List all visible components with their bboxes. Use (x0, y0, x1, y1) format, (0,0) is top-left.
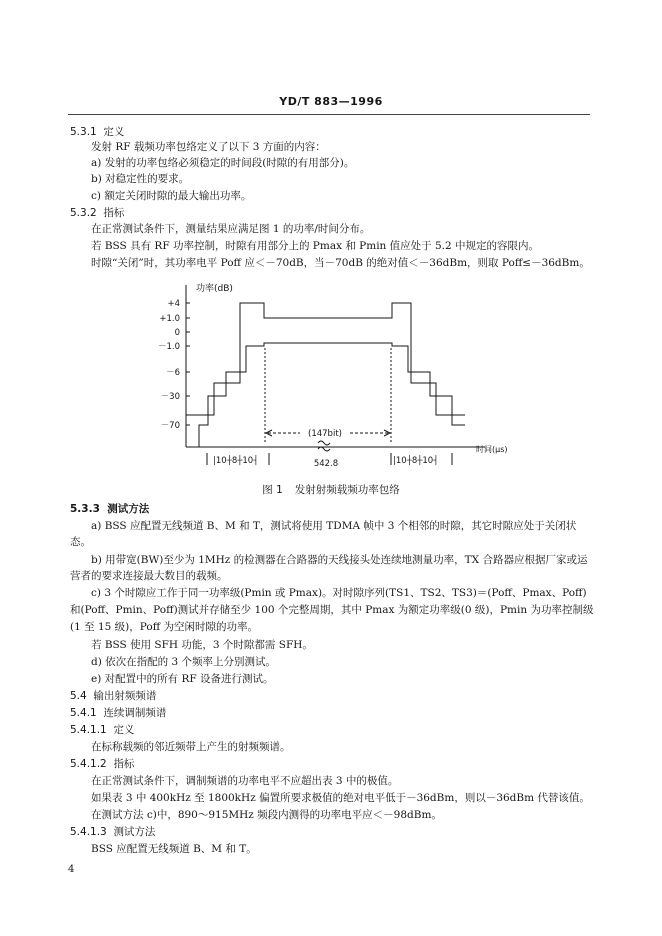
section-number: 5.3.3 (70, 503, 100, 515)
dimension-value: 10 (242, 456, 254, 466)
list-item: b) 对稳定性的要求。 (91, 173, 190, 185)
section-number: 5.3.2 (70, 207, 97, 219)
dimension-value: 10 (422, 456, 434, 466)
page-number: 4 (68, 864, 75, 875)
section-title: 输出射频频谱 (93, 690, 157, 702)
dimension-value: 10 (215, 456, 227, 466)
figure-number: 图 1 (262, 484, 283, 496)
section-5-4-heading (70, 689, 156, 703)
list-item: a) 发射的功率包络必须稳定的时间段(时隙的有用部分)。 (91, 157, 355, 169)
section-5-4-1-3-heading (70, 825, 155, 839)
list-item: c) 额定关闭时隙的最大输出功率。 (91, 190, 252, 202)
y-tick-label: －1.0 (157, 342, 180, 352)
y-tick-label: －30 (160, 392, 180, 402)
section-5-4-1-2-heading (70, 757, 134, 771)
figure-caption (0, 482, 662, 497)
dimension-value: 8 (231, 456, 238, 466)
section-number: 5.4 (70, 690, 87, 702)
y-tick-label: +1.0 (159, 314, 180, 324)
section-title: 指标 (103, 207, 125, 219)
section-number: 5.4.1 (70, 707, 97, 719)
section-number: 5.4.1.3 (70, 826, 107, 838)
section-title: 定义 (113, 724, 135, 736)
paragraph: 在标称载频的邻近频带上产生的射频频谱。 (91, 741, 291, 753)
y-axis-label: 功率(dB) (196, 284, 233, 294)
upper-envelope-line (186, 303, 465, 415)
section-5-4-1-1-heading (70, 723, 134, 737)
list-item: e) 对配置中的所有 RF 设备进行测试。 (91, 673, 274, 685)
section-title: 定义 (103, 126, 125, 138)
section-title: 测试方法 (107, 503, 150, 515)
paragraph: 在正常测试条件下，调制频谱的功率电平不应超出表 3 中的极值。 (91, 775, 399, 787)
y-tick-label: +4 (167, 299, 180, 309)
span-label: (147bit) (308, 429, 342, 439)
section-number: 5.3.1 (70, 126, 97, 138)
paragraph: 发射 RF 载频功率包络定义了以下 3 方面的内容： (91, 141, 326, 153)
section-5-3-3-heading (70, 502, 149, 516)
section-title: 测试方法 (113, 826, 156, 838)
section-title: 指标 (113, 758, 135, 770)
section-number: 5.4.1.2 (70, 758, 107, 770)
paragraph: 在正常测试条件下，测量结果应满足图 1 的功率/时间分布。 (91, 223, 371, 235)
y-tick-label: 0 (174, 328, 180, 338)
section-title: 连续调制频谱 (103, 707, 167, 719)
document-code-header: YD/T 883—1996 (279, 95, 383, 108)
list-item: b) 用带宽(BW)至少为 1MHz 的检测器在合路器的天线接头处连续地测量功率，TX 合路器应根据厂家或运营者的要求连接最大数目的载频。 (70, 554, 588, 582)
dimension-value: 8 (411, 456, 418, 466)
dimension-label: |10┼8┼10┤ (213, 456, 259, 466)
paragraph: 若 BSS 具有 RF 功率控制，时隙有用部分上的 Pmax 和 Pmin 值应处于 5.2 中规定的容限内。 (91, 240, 540, 252)
section-number: 5.4.1.1 (70, 724, 107, 736)
list-item: c) 3 个时隙应工作于同一功率级(Pmin 或 Pmax)。对时隙序列(TS1、TS2、TS3)＝(Poff、Pmax、Poff)和(Poff、Pmin、Poff)测试并存储至少 100 个完整周期，其中 Pmax 为额定功率级(0 级)，Pmin 为功率控制级(1 至 15 级)，Poff 为空闲时隙的功率。 (70, 587, 594, 633)
center-value: 542.8 (313, 459, 339, 469)
dimension-label: |10┼8┼10┤ (393, 456, 439, 466)
paragraph: 在测试方法 c)中，890～915MHz 频段内测得的功率电平应＜－98dBm。 (91, 809, 442, 821)
section-5-4-1-heading (70, 706, 166, 720)
dimension-value: 10 (395, 456, 407, 466)
figure-title: 发射射频载频功率包络 (294, 484, 400, 496)
list-item: a) BSS 应配置无线频道 B、M 和 T，测试将使用 TDMA 帧中 3 个相邻的时隙，其它时隙应处于关闭状态。 (70, 520, 577, 548)
paragraph: 时隙“关闭”时，其功率电平 Poff 应＜－70dB，当－70dB 的绝对值＜－36dBm，则取 Poff≤－36dBm。 (91, 257, 590, 269)
x-axis-label: 时间(μs) (476, 445, 508, 454)
list-item: d) 依次在指配的 3 个频率上分别测试。 (91, 656, 277, 668)
paragraph: 如果表 3 中 400kHz 至 1800kHz 偏置所要求极值的绝对电平低于－36dBm，则以－36dBm 代替该值。 (91, 792, 590, 804)
y-tick-label: －70 (160, 421, 180, 431)
y-tick-label: －6 (166, 368, 180, 378)
paragraph: BSS 应配置无线频道 B、M 和 T。 (91, 843, 257, 855)
paragraph: 若 BSS 使用 SFH 功能，3 个时隙都需 SFH。 (91, 639, 313, 651)
